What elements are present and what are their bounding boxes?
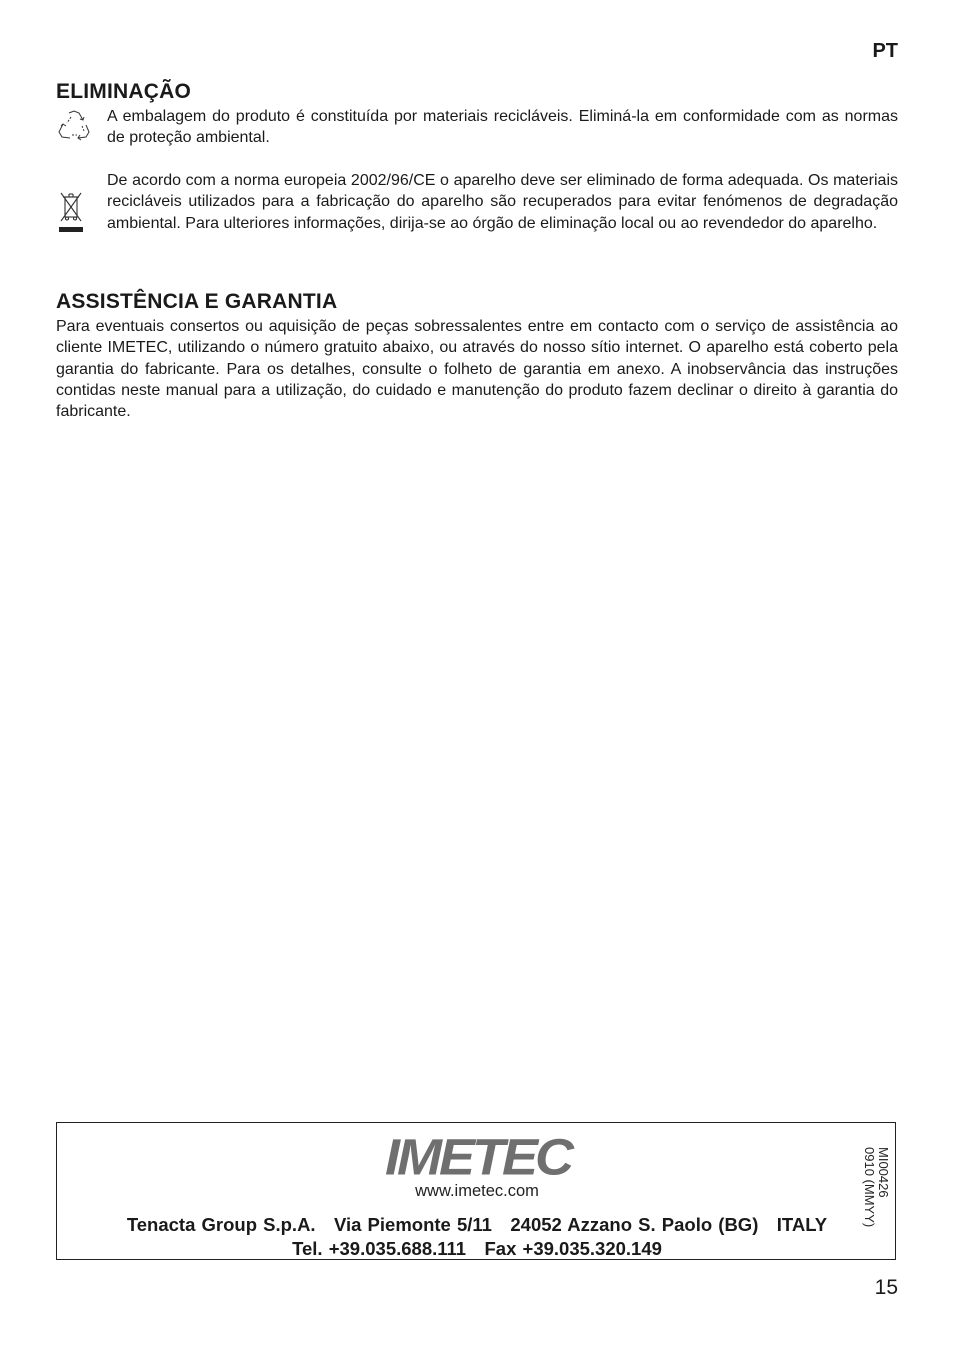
recycle-icon [56,108,92,149]
company-info-box [56,1122,896,1260]
imetec-logo-text: IMETEC [385,1131,571,1183]
document-code-number: MI00426 [876,1147,891,1198]
crossed-out-bin-icon [56,191,86,240]
service-heading: ASSISTÊNCIA E GARANTIA [56,290,338,313]
document-code [861,1147,893,1243]
language-tag: PT [872,40,898,62]
service-warranty-text: Para eventuais consertos ou aquisição de peças sobressalentes entre em contacto com o serviço de assistência ao cliente IMETEC, utilizando o número gratuito abaixo, ou através do nosso sítio internet. O aparelho está coberto pela garantia do fabricante. Para os detalhes, consulte o folheto de garantia em anexo. A inobservância das instruções contidas neste manual para a utilização, do cuidado e manutenção do produto fazem declinar o direito à garantia do fabricante. [56,318,898,421]
page-number: 15 [874,1276,898,1299]
company-address: Tenacta Group S.p.A. Via Piemonte 5/11 24052 Azzano S. Paolo (BG) ITALY [126,1214,828,1235]
document-code-date: 0910 (MMYY) [862,1147,877,1228]
packaging-disposal-text: A embalagem do produto é constituída por materiais recicláveis. Eliminá-la em conformidade com as normas de proteção ambiental. [107,108,898,147]
company-contacts: Tel. +39.035.688.111 Fax +39.035.320.149 [292,1238,662,1259]
weee-disposal-text: De acordo com a norma europeia 2002/96/CE o aparelho deve ser eliminado de forma adequada. Os materiais recicláveis utilizados para a fabricação do aparelho são recuperados para evitar fenómenos de degradação ambiental. Para ulteriores informações, dirija-se ao órgão de eliminação local ou ao revendedor do aparelho. [107,172,898,232]
imetec-logo [375,1131,581,1188]
disposal-heading: ELIMINAÇÃO [56,80,191,103]
website-link[interactable]: www.imetec.com [415,1182,539,1200]
